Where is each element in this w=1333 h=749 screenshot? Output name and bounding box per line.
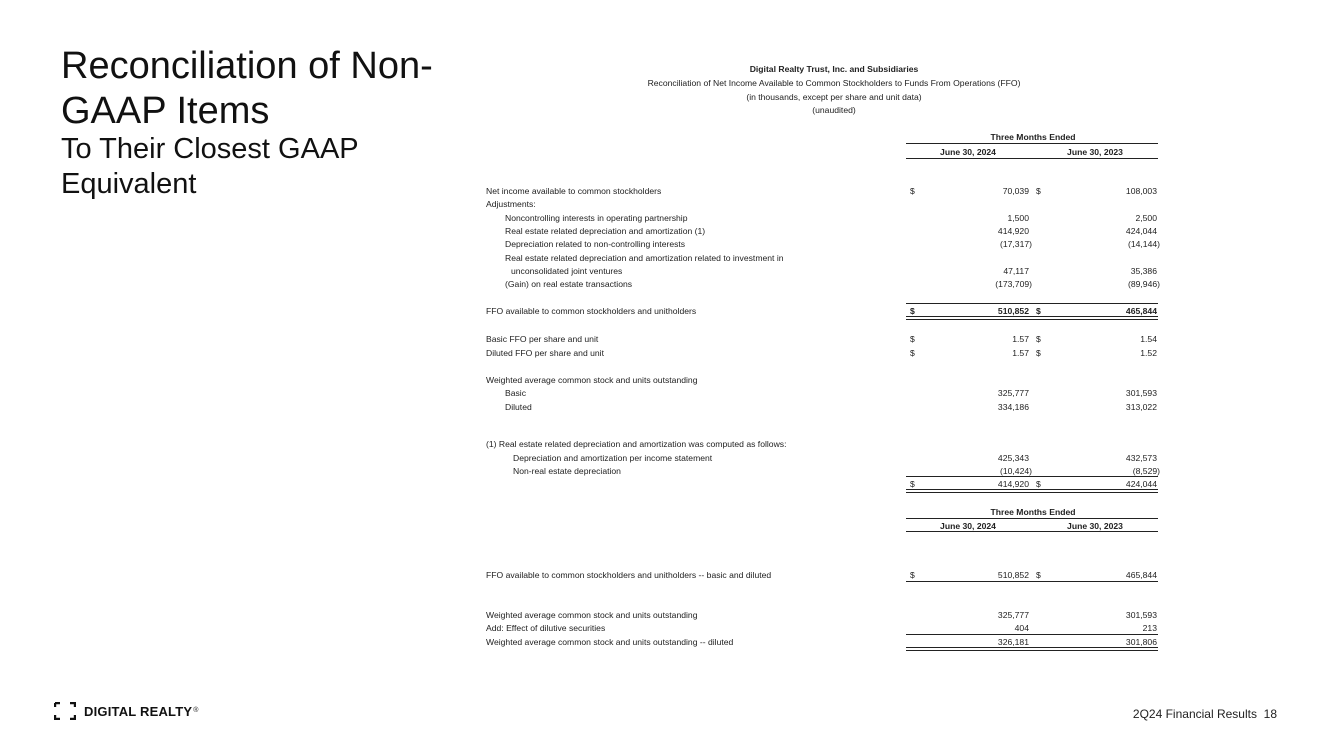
cell-value: 1.57 bbox=[1012, 348, 1029, 358]
column-header-2024: June 30, 2024 bbox=[940, 521, 996, 531]
row-label: Depreciation and amortization per income statement bbox=[513, 453, 713, 463]
registered-mark: ® bbox=[193, 706, 199, 714]
row-label: unconsolidated joint ventures bbox=[511, 266, 623, 276]
header-rule bbox=[906, 518, 1158, 519]
cell-value: 414,920 bbox=[997, 226, 1029, 236]
currency-symbol: $ bbox=[910, 348, 915, 358]
cell-value: 301,593 bbox=[1125, 610, 1157, 620]
row-label: Diluted bbox=[505, 402, 532, 412]
total-rule bbox=[906, 581, 1158, 582]
subtotal-rule bbox=[906, 476, 1158, 477]
cell-value: 424,044 bbox=[1125, 479, 1157, 489]
currency-symbol: $ bbox=[1036, 334, 1041, 344]
brackets-logo-icon bbox=[54, 702, 76, 720]
subtotal-rule bbox=[906, 634, 1158, 635]
row-label: Noncontrolling interests in operating partnership bbox=[505, 213, 688, 223]
cell-value: 70,039 bbox=[1002, 186, 1029, 196]
row-label: Non-real estate depreciation bbox=[513, 466, 621, 476]
cell-value: 404 bbox=[1014, 623, 1029, 633]
total-double-rule bbox=[906, 647, 1158, 651]
row-label: Real estate related depreciation and amortization (1) bbox=[505, 226, 706, 236]
currency-symbol: $ bbox=[910, 186, 915, 196]
cell-value: (89,946) bbox=[1127, 279, 1160, 289]
footer-title: 2Q24 Financial Results bbox=[1132, 707, 1257, 721]
cell-value: 510,852 bbox=[997, 306, 1029, 316]
currency-symbol: $ bbox=[1036, 186, 1041, 196]
footer-right bbox=[1133, 707, 1277, 721]
header-rule bbox=[906, 158, 1158, 159]
brand-name: DIGITAL REALTY bbox=[84, 703, 193, 719]
header-rule bbox=[906, 531, 1158, 532]
cell-value: 1.52 bbox=[1140, 348, 1157, 358]
cell-value: 2,500 bbox=[1135, 213, 1157, 223]
cell-value: 325,777 bbox=[997, 610, 1029, 620]
cell-value: 425,343 bbox=[997, 453, 1029, 463]
row-label: Weighted average common stock and units outstanding bbox=[486, 375, 698, 385]
company-logo bbox=[54, 702, 198, 720]
cell-value: 414,920 bbox=[997, 479, 1029, 489]
cell-value: (17,317) bbox=[999, 239, 1032, 249]
row-label: Depreciation related to non-controlling interests bbox=[505, 239, 686, 249]
currency-symbol: $ bbox=[910, 334, 915, 344]
total-double-rule bbox=[906, 316, 1158, 320]
row-label: Weighted average common stock and units outstanding bbox=[486, 610, 698, 620]
currency-symbol: $ bbox=[1036, 348, 1041, 358]
cell-value: 1.54 bbox=[1140, 334, 1157, 344]
cell-value: (173,709) bbox=[995, 279, 1032, 289]
cell-value: 301,806 bbox=[1125, 637, 1157, 647]
currency-symbol: $ bbox=[1036, 479, 1041, 489]
cell-value: 301,593 bbox=[1125, 388, 1157, 398]
column-header-2023: June 30, 2023 bbox=[1067, 521, 1123, 531]
cell-value: 1.57 bbox=[1012, 334, 1029, 344]
cell-value: 465,844 bbox=[1125, 570, 1157, 580]
row-label: Adjustments: bbox=[486, 199, 536, 209]
row-label: Net income available to common stockholders bbox=[486, 186, 662, 196]
row-label: FFO available to common stockholders and unitholders -- basic and diluted bbox=[486, 570, 772, 580]
cell-value: 326,181 bbox=[997, 637, 1029, 647]
row-label: Diluted FFO per share and unit bbox=[486, 348, 604, 358]
cell-value: 424,044 bbox=[1125, 226, 1157, 236]
subtotal-rule bbox=[906, 303, 1158, 304]
period-header: Three Months Ended bbox=[990, 507, 1076, 517]
cell-value: 213 bbox=[1142, 623, 1157, 633]
row-label: Basic FFO per share and unit bbox=[486, 334, 599, 344]
unaudited-note: (unaudited) bbox=[812, 105, 856, 115]
units-note: (in thousands, except per share and unit data) bbox=[746, 92, 922, 102]
currency-symbol: $ bbox=[910, 306, 915, 316]
row-label: Weighted average common stock and units outstanding -- diluted bbox=[486, 637, 734, 647]
cell-value: 432,573 bbox=[1125, 453, 1157, 463]
cell-value: 108,003 bbox=[1125, 186, 1157, 196]
cell-value: 47,117 bbox=[1003, 266, 1029, 276]
row-label: Add: Effect of dilutive securities bbox=[486, 623, 606, 633]
footnote-label: (1) Real estate related depreciation and amortization was computed as follows: bbox=[486, 439, 787, 449]
cell-value: 1,500 bbox=[1007, 213, 1029, 223]
table-subtitle: Reconciliation of Net Income Available to Common Stockholders to Funds From Operations (FFO) bbox=[647, 78, 1021, 88]
cell-value: (14,144) bbox=[1127, 239, 1160, 249]
column-header-2023: June 30, 2023 bbox=[1067, 147, 1123, 157]
currency-symbol: $ bbox=[1036, 306, 1041, 316]
total-double-rule bbox=[906, 489, 1158, 493]
cell-value: 334,186 bbox=[997, 402, 1029, 412]
period-header: Three Months Ended bbox=[990, 132, 1076, 142]
row-label: FFO available to common stockholders and unitholders bbox=[486, 306, 697, 316]
company-name: Digital Realty Trust, Inc. and Subsidiaries bbox=[749, 64, 919, 74]
currency-symbol: $ bbox=[910, 570, 915, 580]
cell-value: (10,424) bbox=[999, 466, 1032, 476]
cell-value: (8,529) bbox=[1132, 466, 1160, 476]
row-label: Real estate related depreciation and amortization related to investment in bbox=[505, 253, 784, 263]
cell-value: 510,852 bbox=[997, 570, 1029, 580]
cell-value: 35,386 bbox=[1130, 266, 1157, 276]
cell-value: 325,777 bbox=[997, 388, 1029, 398]
currency-symbol: $ bbox=[1036, 570, 1041, 580]
page-subtitle: To Their Closest GAAP Equivalent bbox=[61, 133, 359, 200]
row-label: (Gain) on real estate transactions bbox=[505, 279, 633, 289]
header-rule bbox=[906, 143, 1158, 144]
row-label: Basic bbox=[505, 388, 527, 398]
page-title: Reconciliation of Non-GAAP Items bbox=[61, 45, 433, 132]
currency-symbol: $ bbox=[910, 479, 915, 489]
page-number: 18 bbox=[1263, 707, 1277, 721]
column-header-2024: June 30, 2024 bbox=[940, 147, 996, 157]
slide-title bbox=[61, 44, 441, 202]
cell-value: 313,022 bbox=[1125, 402, 1157, 412]
cell-value: 465,844 bbox=[1125, 306, 1157, 316]
